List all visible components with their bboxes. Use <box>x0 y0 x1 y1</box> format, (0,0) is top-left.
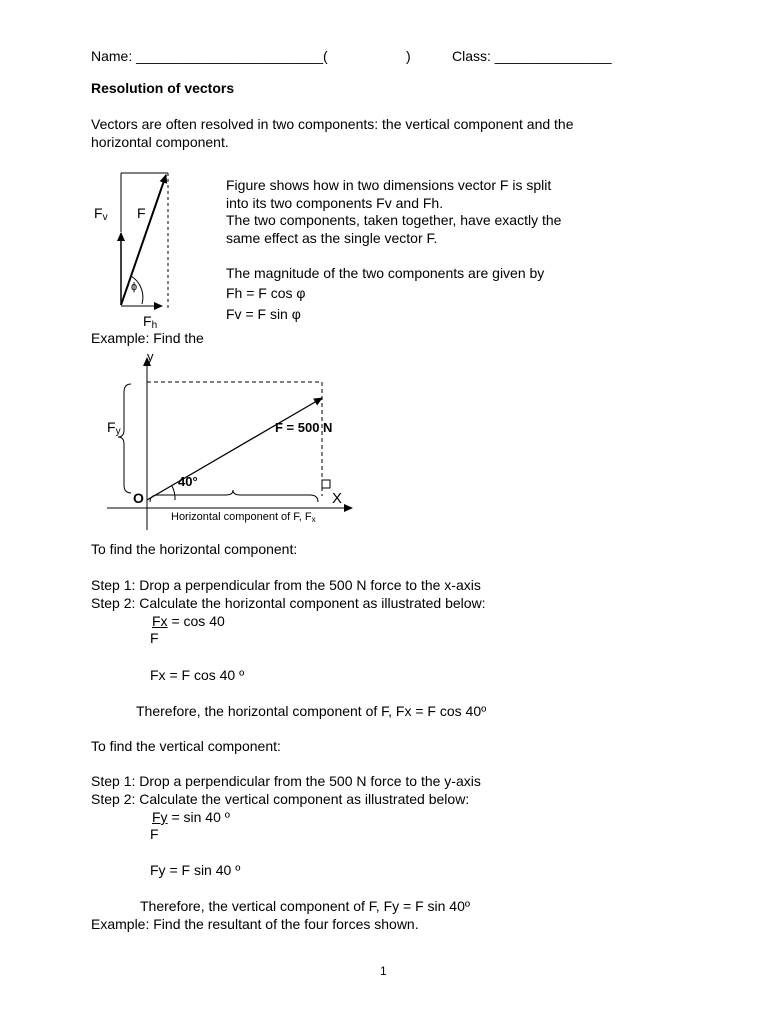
example-find-the: Example: Find the <box>91 330 204 346</box>
horizontal-step-2: Step 2: Calculate the horizontal component as illustrated below: <box>91 595 486 611</box>
fy-numerator: Fy <box>152 809 168 825</box>
vertical-heading: To find the vertical component: <box>91 738 281 754</box>
name-field-label: Name: ________________________( <box>91 48 328 64</box>
intro-line-2: horizontal component. <box>91 134 229 150</box>
cos-rhs: = cos 40 <box>171 613 225 629</box>
horizontal-fraction-line <box>152 612 225 630</box>
origin-label: O <box>133 490 144 506</box>
force-label: F = 500 N <box>275 420 333 435</box>
explain-line-3: The two components, taken together, have exactly the <box>226 212 562 228</box>
fv-label: Fv <box>94 205 108 223</box>
fy-brace <box>118 384 131 493</box>
fh-label: Fh <box>143 313 158 331</box>
vertical-step-2: Step 2: Calculate the vertical component as illustrated below: <box>91 791 470 807</box>
angle-label: 40° <box>178 474 198 489</box>
intro-line-1: Vectors are often resolved in two components: the vertical component and the <box>91 116 574 132</box>
y-axis-label: y <box>147 349 154 364</box>
f-label: F <box>137 205 146 221</box>
vertical-denominator: F <box>150 826 159 842</box>
fy-equation: Fy = F sin 40 º <box>150 862 241 878</box>
horizontal-heading: To find the horizontal component: <box>91 541 298 557</box>
page-number: 1 <box>380 964 387 978</box>
right-angle-mark <box>322 480 330 488</box>
horizontal-conclusion: Therefore, the horizontal component of F, Fx = F cos 40º <box>136 703 487 719</box>
explain-line-2: into its two components Fv and Fh. <box>226 195 444 211</box>
vertical-fraction-line <box>152 808 230 826</box>
explain-line-4: same effect as the single vector F. <box>226 230 438 246</box>
explain-line-5: The magnitude of the two components are given by <box>226 265 545 281</box>
fy-label: Fy <box>107 419 121 437</box>
x-axis-label: X <box>332 490 343 507</box>
phi-label: ɸ <box>131 281 138 293</box>
fx-numerator: Fx <box>152 613 168 629</box>
angle-arc <box>172 486 175 500</box>
horizontal-step-1: Step 1: Drop a perpendicular from the 500 N force to the x-axis <box>91 577 481 593</box>
sin-rhs: = sin 40 º <box>171 809 230 825</box>
paren-close: ) <box>406 48 411 64</box>
vertical-conclusion: Therefore, the vertical component of F, Fy = F sin 40º <box>140 898 470 914</box>
horizontal-denominator: F <box>150 630 159 646</box>
horizontal-component-label: Horizontal component of F, Fx <box>171 511 316 524</box>
vertical-step-1: Step 1: Drop a perpendicular from the 500 N force to the y-axis <box>91 773 481 789</box>
class-field-label: Class: _______________ <box>452 48 612 64</box>
fh-formula: Fh = F cos φ <box>226 285 306 301</box>
force-arrow <box>147 398 322 500</box>
fv-formula: Fv = F sin φ <box>226 306 301 322</box>
fx-equation: Fx = F cos 40 º <box>150 667 245 683</box>
section-title: Resolution of vectors <box>91 80 235 96</box>
example-resultant: Example: Find the resultant of the four forces shown. <box>91 916 419 932</box>
explain-line-1: Figure shows how in two dimensions vector F is split <box>226 177 552 193</box>
